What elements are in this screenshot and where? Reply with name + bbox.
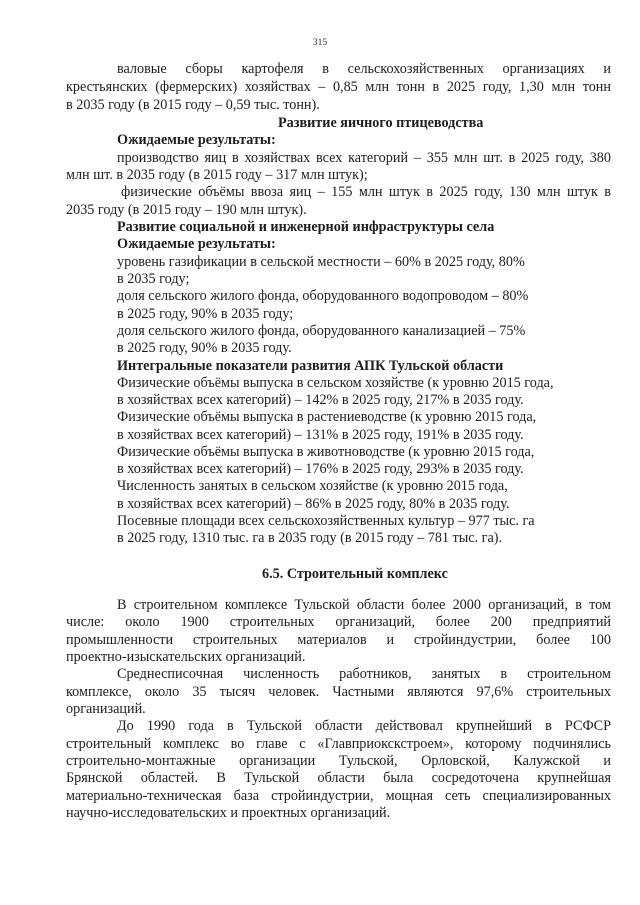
infra-water-line-2: в 2025 году, 90% в 2035 году; (117, 306, 294, 322)
infra-gas-line-1: уровень газификации в сельской местности – 60% в 2025 году, 80% (117, 254, 525, 270)
infra-heading: Развитие социальной и инженерной инфраструктуры села (117, 219, 495, 235)
eggs-import-line-2: 2035 году (в 2015 году – 190 млн штук). (66, 202, 307, 218)
construction-p2-line-3: организаций. (66, 701, 146, 717)
construction-p1-line-2: числе: около 1900 строительных организаций, более 200 предприятий (66, 614, 611, 630)
infra-results-label: Ожидаемые результаты: (117, 236, 276, 252)
integral-employment-line-1: Численность занятых в сельском хозяйстве (к уровню 2015 года, (117, 478, 508, 494)
integral-crop-line-2: в хозяйствах всех категорий) – 131% в 2025 году, 191% в 2035 году. (117, 427, 524, 443)
integral-area-line-2: в 2025 году, 1310 тыс. га в 2035 году (в 2015 году – 781 тыс. га). (117, 530, 503, 546)
construction-p3-line-1: До 1990 года в Тульской области действовал крупнейший в РСФСР (117, 718, 611, 734)
integral-agri-line-1: Физические объёмы выпуска в сельском хозяйстве (к уровню 2015 года, (117, 375, 554, 391)
integral-employment-line-2: в хозяйствах всех категорий) – 86% в 2025 году, 80% в 2035 году. (117, 496, 510, 512)
integral-livestock-line-2: в хозяйствах всех категорий) – 176% в 2025 году, 293% в 2035 году. (117, 461, 524, 477)
potato-line-2: крестьянских (фермерских) хозяйствах – 0,85 млн тонн в 2025 году, 1,30 млн тонн (66, 79, 611, 95)
infra-sewer-line-2: в 2025 году, 90% в 2035 году. (117, 340, 292, 356)
construction-p2-line-2: комплексе, около 35 тысяч человек. Частными являются 97,6% строительных (66, 684, 611, 700)
page-number: 315 (312, 38, 328, 48)
construction-p1-line-4: проектно-изыскательских организаций. (66, 649, 306, 665)
infra-sewer-line-1: доля сельского жилого фонда, оборудованного канализацией – 75% (117, 323, 526, 339)
integral-area-line-1: Посевные площади всех сельскохозяйственных культур – 977 тыс. га (117, 513, 535, 529)
construction-p1-line-1: В строительном комплексе Тульской области более 2000 организаций, в том (117, 597, 611, 613)
eggs-results-label: Ожидаемые результаты: (117, 132, 276, 148)
eggs-production-line-2: млн шт. в 2035 году (в 2015 году – 317 млн штук); (66, 167, 368, 183)
integral-livestock-line-1: Физические объёмы выпуска в животноводстве (к уровню 2015 года, (117, 444, 535, 460)
potato-line-3: в 2035 году (в 2015 году – 0,59 тыс. тонн). (66, 97, 320, 113)
integral-agri-line-2: в хозяйствах всех категорий) – 142% в 2025 году, 217% в 2035 году. (117, 392, 524, 408)
eggs-import-line-1: физические объёмы ввоза яиц – 155 млн штук в 2025 году, 130 млн штук в (121, 184, 611, 200)
eggs-production-line-1: производство яиц в хозяйствах всех категорий – 355 млн шт. в 2025 году, 380 (117, 150, 611, 166)
integral-heading: Интегральные показатели развития АПК Тульской области (117, 358, 504, 374)
integral-crop-line-1: Физические объёмы выпуска в растениеводстве (к уровню 2015 года, (117, 409, 537, 425)
construction-p3-line-3: строительно-монтажные организации Тульской, Орловской, Калужской и (66, 753, 611, 769)
construction-p3-line-5: материально-техническая база стройиндустрии, мощная сеть специализированных (66, 788, 611, 804)
potato-line-1: валовые сборы картофеля в сельскохозяйственных организациях и (117, 61, 611, 77)
construction-heading: 6.5. Строительный комплекс (262, 566, 448, 582)
construction-p3-line-6: научно-исследовательских и проектных организаций. (66, 805, 391, 821)
construction-p3-line-2: строительный комплекс во главе с «Главприокскстроем», которому подчинялись (66, 736, 611, 752)
construction-p2-line-1: Среднесписочная численность работников, занятых в строительном (117, 666, 611, 682)
construction-p1-line-3: промышленности строительных материалов и стройиндустрии, более 100 (66, 632, 611, 648)
construction-p3-line-4: Брянской областей. В Тульской области была сосредоточена крупнейшая (66, 770, 611, 786)
infra-gas-line-2: в 2035 году; (117, 271, 190, 287)
infra-water-line-1: доля сельского жилого фонда, оборудованного водопроводом – 80% (117, 288, 529, 304)
eggs-heading: Развитие яичного птицеводства (278, 115, 484, 131)
